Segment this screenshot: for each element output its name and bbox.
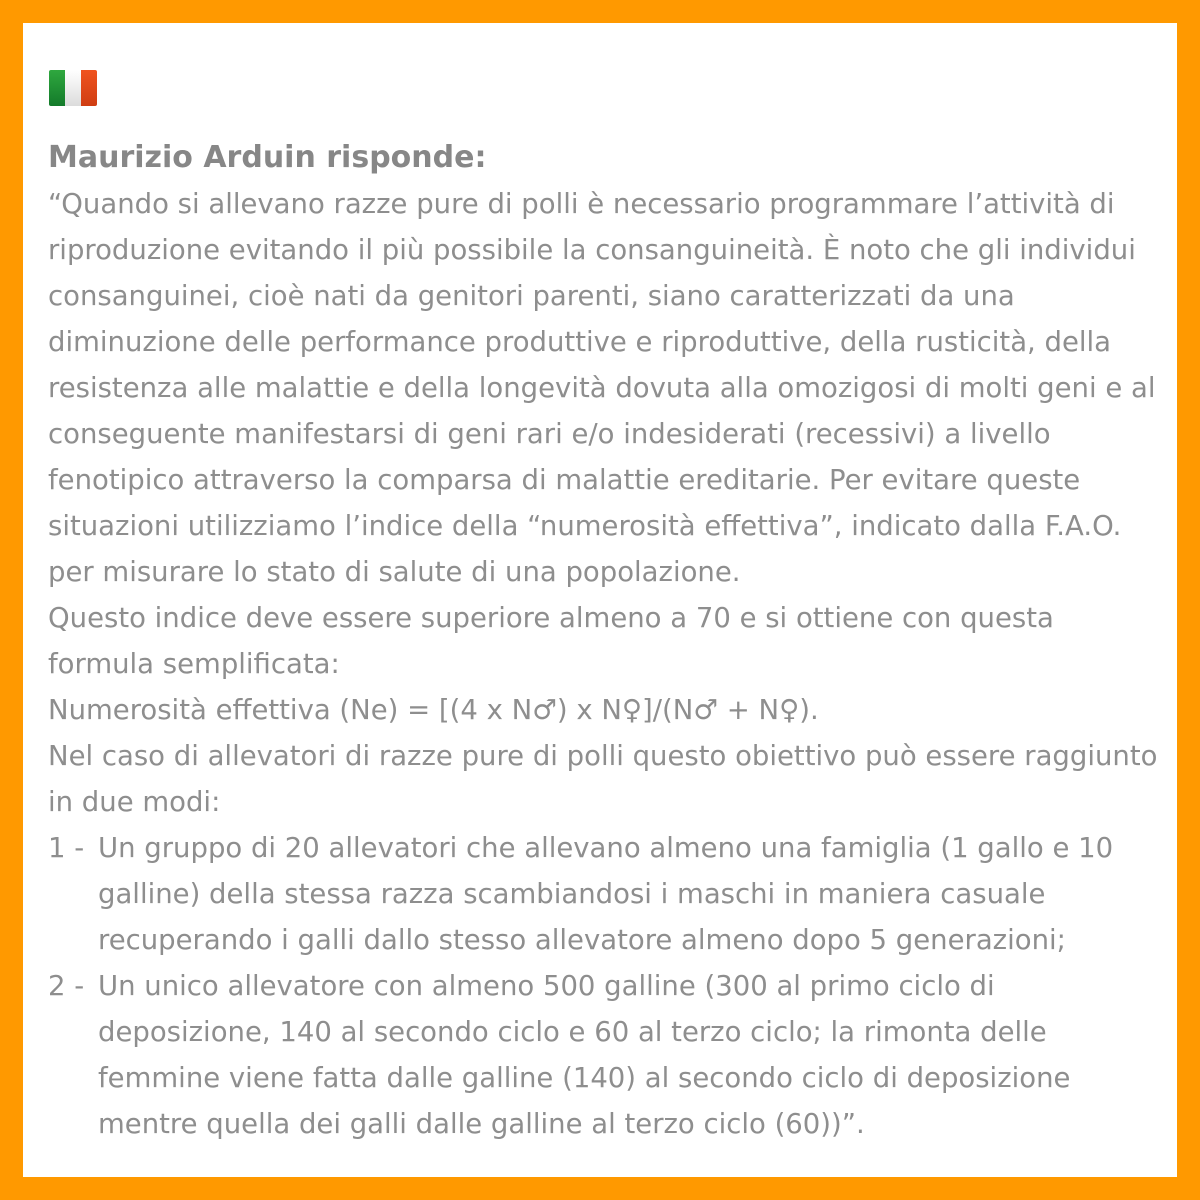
methods-intro: Nel caso di allevatori di razze pure di polli questo obiettivo può essere raggiunto in due modi:	[48, 740, 1158, 818]
index-paragraph: Questo indice deve essere superiore almeno a 70 e si ottiene con questa formula semplificata:	[48, 602, 1054, 680]
flag-red-stripe	[81, 70, 97, 106]
answer-heading: Maurizio Arduin risponde:	[48, 140, 487, 175]
methods-list	[48, 825, 1158, 1147]
formula-line: Numerosità effettiva (Ne) = [(4 x N♂) x N♀]/(N♂ + N♀).	[48, 694, 819, 726]
list-item	[48, 825, 1158, 963]
flag-green-stripe	[49, 70, 65, 106]
list-item-number: 1 -	[48, 832, 85, 864]
flag-white-stripe	[65, 70, 81, 106]
answer-card	[23, 23, 1177, 1177]
list-item-text: Un gruppo di 20 allevatori che allevano almeno una famiglia (1 gallo e 10 galline) della stessa razza scambiandosi i maschi in maniera casuale recuperando i galli dallo stesso allevatore almeno dopo 5 generazioni;	[98, 832, 1114, 956]
italy-flag-icon	[49, 70, 97, 106]
intro-paragraph: “Quando si allevano razze pure di polli è necessario programmare l’attività di riproduzione evitando il più possibile la consanguineità. È noto che gli individui consanguinei, cioè nati da genitori parenti, siano caratterizzati da una diminuzione delle performance produttive e riproduttive, della rusticità, della resistenza alle malattie e della longevità dovuta alla omozigosi di molti geni e al conseguente manifestarsi di geni rari e/o indesiderati (recessivi) a livello fenotipico attraverso la comparsa di malattie ereditarie. Per evitare queste situazioni utilizziamo l’indice della “numerosità effettiva”, indicato dalla F.A.O. per misurare lo stato di salute di una popolazione.	[48, 188, 1156, 588]
list-item	[48, 963, 1158, 1147]
answer-content	[48, 135, 1158, 1147]
list-item-text: Un unico allevatore con almeno 500 galline (300 al primo ciclo di deposizione, 140 al secondo ciclo e 60 al terzo ciclo; la rimonta delle femmine viene fatta dalle galline (140) al secondo ciclo di deposizione mentre quella dei galli dalle galline al terzo ciclo (60))”.	[98, 970, 1071, 1140]
list-item-number: 2 -	[48, 970, 85, 1002]
